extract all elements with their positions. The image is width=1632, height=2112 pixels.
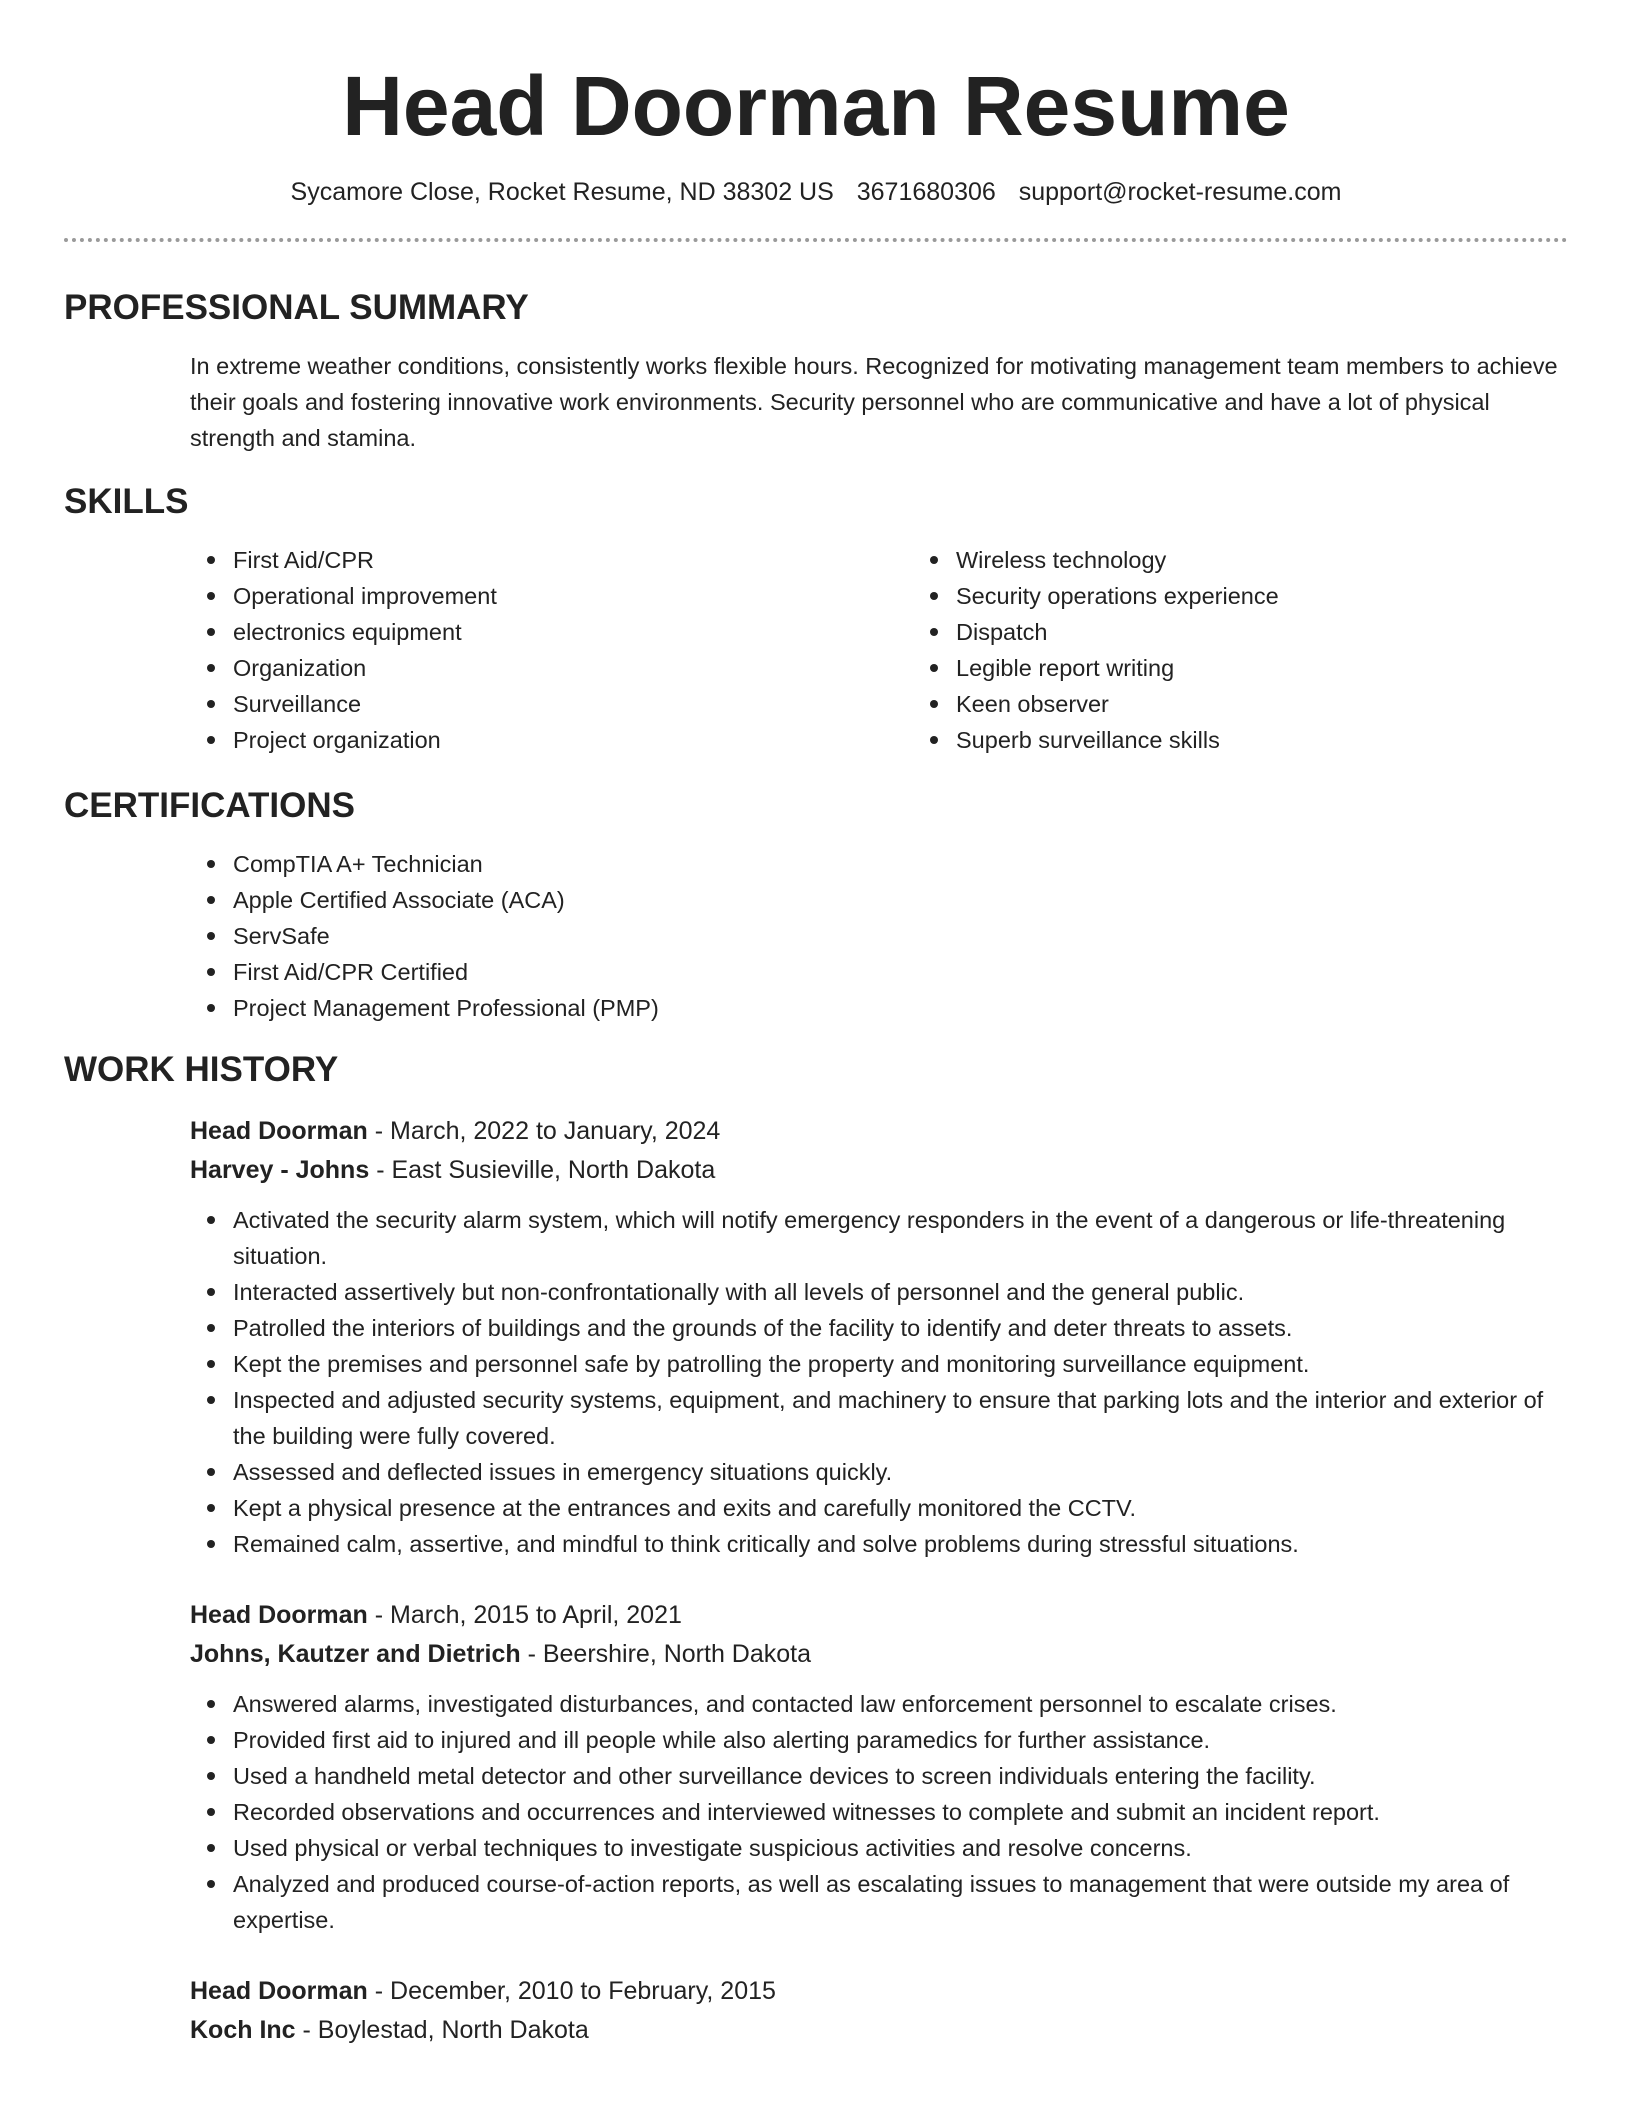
- job-duty-item: Kept the premises and personnel safe by patrolling the property and monitoring surveillance equipment.: [233, 1346, 1568, 1382]
- job-duty-item: Used physical or verbal techniques to investigate suspicious activities and resolve concerns.: [233, 1830, 1568, 1866]
- skill-item: Dispatch: [956, 614, 1632, 650]
- contact-address: Sycamore Close, Rocket Resume, ND 38302 US: [290, 178, 834, 206]
- skills-heading: SKILLS: [64, 482, 189, 521]
- job-company: Johns, Kautzer and Dietrich: [190, 1640, 521, 1668]
- certifications-heading: CERTIFICATIONS: [64, 786, 356, 825]
- job-duty-item: Provided first aid to injured and ill people while also alerting paramedics for further assistance.: [233, 1722, 1568, 1758]
- contact-line: [64, 176, 1568, 208]
- skill-item: Project organization: [233, 722, 913, 758]
- skill-item: Operational improvement: [233, 578, 913, 614]
- job-company-line: [190, 2011, 1568, 2050]
- job-company-line: [190, 1635, 1568, 1674]
- job-duty-item: Assessed and deflected issues in emergency situations quickly.: [233, 1454, 1568, 1490]
- skill-item: Legible report writing: [956, 650, 1632, 686]
- skill-item: Organization: [233, 650, 913, 686]
- contact-email: support@rocket-resume.com: [1018, 178, 1342, 206]
- certifications-list: [190, 846, 1568, 1026]
- certification-item: Project Management Professional (PMP): [233, 990, 1568, 1026]
- job-dates: - March, 2022 to January, 2024: [367, 1117, 721, 1145]
- certification-item: ServSafe: [233, 918, 1568, 954]
- skills-list-right: [913, 542, 1632, 758]
- job-title: Head Doorman: [190, 1117, 368, 1145]
- skill-item: Wireless technology: [956, 542, 1632, 578]
- job-duty-item: Answered alarms, investigated disturbances, and contacted law enforcement personnel to escalate crises.: [233, 1686, 1568, 1722]
- summary-text: In extreme weather conditions, consistently works flexible hours. Recognized for motivating management team members to achieve their goals and fostering innovative work environments. Security personnel who are communicative and have a lot of physical strength and stamina.: [190, 353, 1558, 451]
- skill-item: Security operations experience: [956, 578, 1632, 614]
- job-duty-item: Interacted assertively but non-confrontationally with all levels of personnel and the general public.: [233, 1274, 1568, 1310]
- resume-title: Head Doorman Resume: [342, 59, 1290, 153]
- header-divider: [64, 238, 1568, 242]
- job-location: - Boylestad, North Dakota: [295, 2016, 589, 2044]
- job-duty-item: Activated the security alarm system, which will notify emergency responders in the event of a dangerous or life-threatening situation.: [233, 1202, 1568, 1274]
- work-history-heading: WORK HISTORY: [64, 1050, 339, 1089]
- job-dates: - March, 2015 to April, 2021: [367, 1601, 682, 1629]
- skill-item: Keen observer: [956, 686, 1632, 722]
- job-duty-item: Patrolled the interiors of buildings and the grounds of the facility to identify and deter threats to assets.: [233, 1310, 1568, 1346]
- certification-item: First Aid/CPR Certified: [233, 954, 1568, 990]
- job-location: - Beershire, North Dakota: [520, 1640, 812, 1668]
- job-title: Head Doorman: [190, 1977, 368, 2005]
- job-title-line: [190, 1596, 1568, 1635]
- job-duties-list: [190, 1202, 1568, 1562]
- summary-heading: PROFESSIONAL SUMMARY: [64, 288, 529, 327]
- skill-item: Superb surveillance skills: [956, 722, 1632, 758]
- certification-item: Apple Certified Associate (ACA): [233, 882, 1568, 918]
- skill-item: First Aid/CPR: [233, 542, 913, 578]
- job-company: Koch Inc: [190, 2016, 296, 2044]
- job-entry: [190, 1596, 1568, 1938]
- job-duty-item: Inspected and adjusted security systems, equipment, and machinery to ensure that parking lots and the interior and exterior of the building were fully covered.: [233, 1382, 1568, 1454]
- skill-item: Surveillance: [233, 686, 913, 722]
- job-title: Head Doorman: [190, 1601, 368, 1629]
- job-title-line: [190, 1112, 1568, 1151]
- job-entry: [190, 1112, 1568, 1562]
- certification-item: CompTIA A+ Technician: [233, 846, 1568, 882]
- job-duty-item: Kept a physical presence at the entrances and exits and carefully monitored the CCTV.: [233, 1490, 1568, 1526]
- job-duty-item: Recorded observations and occurrences and interviewed witnesses to complete and submit an incident report.: [233, 1794, 1568, 1830]
- job-dates: - December, 2010 to February, 2015: [367, 1977, 776, 2005]
- skills-list-left: [190, 542, 913, 758]
- certifications-block: [190, 846, 1568, 1026]
- contact-phone: 3671680306: [856, 178, 996, 206]
- job-duties-list: [190, 1686, 1568, 1938]
- job-location: - East Susieville, North Dakota: [369, 1156, 716, 1184]
- job-duty-item: Used a handheld metal detector and other surveillance devices to screen individuals entering the facility.: [233, 1758, 1568, 1794]
- skill-item: electronics equipment: [233, 614, 913, 650]
- job-company-line: [190, 1151, 1568, 1190]
- job-company: Harvey - Johns: [190, 1156, 370, 1184]
- job-title-line: [190, 1972, 1568, 2011]
- job-entry: [190, 1972, 1568, 2050]
- job-duty-item: Analyzed and produced course-of-action reports, as well as escalating issues to management that were outside my area of expertise.: [233, 1866, 1568, 1938]
- job-duty-item: Remained calm, assertive, and mindful to think critically and solve problems during stressful situations.: [233, 1526, 1568, 1562]
- skills-columns: [190, 542, 1568, 758]
